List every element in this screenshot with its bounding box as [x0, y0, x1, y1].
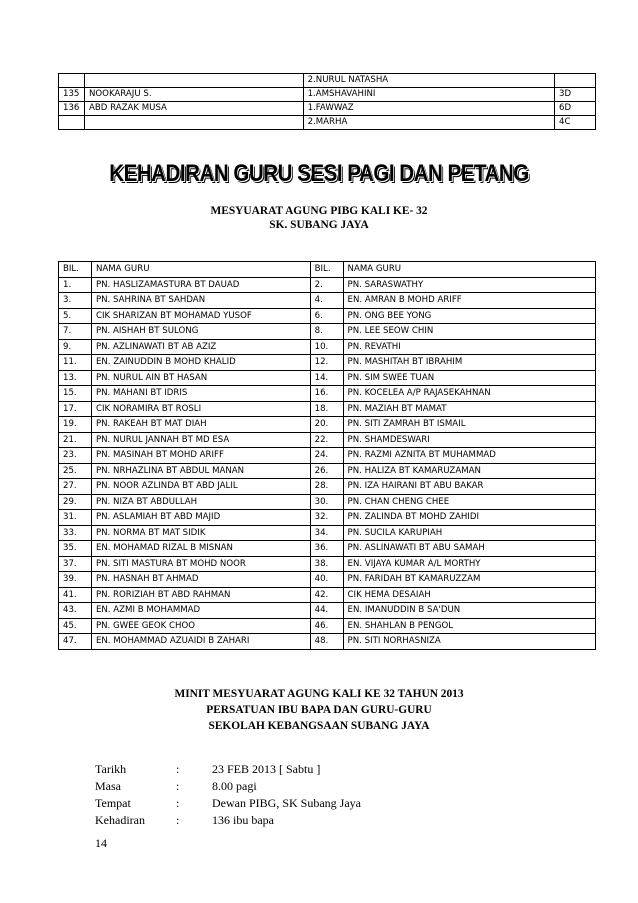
teacher-name: PN. FARIDAH BT KAMARUZZAM: [343, 572, 595, 588]
meeting-details: [95, 761, 361, 829]
class-name: [555, 74, 596, 88]
teacher-name: PN. MAHANI BT IDRIS: [91, 386, 310, 402]
teacher-number: 37.: [59, 556, 92, 572]
teacher-number: 42.: [310, 587, 343, 603]
teacher-name: PN. AZLINAWATI BT AB AZIZ: [91, 339, 310, 355]
teacher-name: PN. NURUL AIN BT HASAN: [91, 370, 310, 386]
teacher-number: 34.: [310, 525, 343, 541]
teacher-name: PN. CHAN CHENG CHEE: [343, 494, 595, 510]
teacher-number: 14.: [310, 370, 343, 386]
teacher-name: PN. SARASWATHY: [343, 277, 595, 293]
teacher-name: PN. NOOR AZLINDA BT ABD JALIL: [91, 479, 310, 495]
detail-value: 8.00 pagi: [212, 779, 257, 793]
parent-name: ABD RAZAK MUSA: [84, 102, 303, 116]
teacher-number: 7.: [59, 324, 92, 340]
meeting-title: MESYUARAT AGUNG PIBG KALI KE- 32: [210, 205, 428, 217]
row-number: [59, 74, 85, 88]
teacher-name: PN. IZA HAIRANI BT ABU BAKAR: [343, 479, 595, 495]
teacher-number: 48.: [310, 634, 343, 650]
teacher-number: 19.: [59, 417, 92, 433]
teacher-name: PN. MASHITAH BT IBRAHIM: [343, 355, 595, 371]
teacher-number: 20.: [310, 417, 343, 433]
teacher-name: PN. RORIZIAH BT ABD RAHMAN: [91, 587, 310, 603]
teacher-name: PN. GWEE GEOK CHOO: [91, 618, 310, 634]
detail-separator: :: [176, 779, 180, 793]
table-row: [59, 510, 596, 526]
teacher-name: PN. AISHAH BT SULONG: [91, 324, 310, 340]
teacher-number: 15.: [59, 386, 92, 402]
teacher-number: 16.: [310, 386, 343, 402]
table-row: [59, 116, 596, 130]
teacher-number: 25.: [59, 463, 92, 479]
teacher-name: PN. MAZIAH BT MAMAT: [343, 401, 595, 417]
teacher-name: PN. HALIZA BT KAMARUZAMAN: [343, 463, 595, 479]
teacher-number: 28.: [310, 479, 343, 495]
detail-value: 23 FEB 2013 [ Sabtu ]: [212, 762, 321, 776]
teacher-name: CIK HEMA DESAIAH: [343, 587, 595, 603]
teacher-number: 13.: [59, 370, 92, 386]
teacher-number: 40.: [310, 572, 343, 588]
table-row: [59, 618, 596, 634]
school-name: SK. SUBANG JAYA: [269, 219, 369, 231]
row-number: 135: [59, 88, 85, 102]
minutes-school: SEKOLAH KEBANGSAAN SUBANG JAYA: [208, 720, 430, 732]
table-row: [59, 556, 596, 572]
teacher-name: EN. MOHAMMAD AZUAIDI B ZAHARI: [91, 634, 310, 650]
table-row: [59, 448, 596, 464]
teacher-name: EN. AMRAN B MOHD ARIFF: [343, 293, 595, 309]
table-row: [59, 432, 596, 448]
table-row: [59, 587, 596, 603]
header-nama: NAMA GURU: [91, 262, 310, 278]
teacher-name: PN. NIZA BT ABDULLAH: [91, 494, 310, 510]
table-row: [59, 479, 596, 495]
child-name: 2.NURUL NATASHA: [303, 74, 554, 88]
teacher-number: 5.: [59, 308, 92, 324]
detail-separator: :: [176, 762, 180, 776]
row-number: 136: [59, 102, 85, 116]
teacher-name: PN. SITI NORHASNIZA: [343, 634, 595, 650]
teacher-number: 9.: [59, 339, 92, 355]
teacher-name: PN. ZALINDA BT MOHD ZAHIDI: [343, 510, 595, 526]
table-row: [59, 293, 596, 309]
teacher-number: 36.: [310, 541, 343, 557]
teacher-number: 33.: [59, 525, 92, 541]
teacher-name: PN. LEE SEOW CHIN: [343, 324, 595, 340]
teacher-number: 39.: [59, 572, 92, 588]
detail-separator: :: [176, 813, 180, 827]
table-row: [59, 88, 596, 102]
parents-table: [58, 73, 596, 130]
table-row: [59, 277, 596, 293]
table-row: [59, 494, 596, 510]
detail-label: Kehadiran: [95, 813, 145, 827]
teacher-number: 24.: [310, 448, 343, 464]
teacher-name: PN. ASLAMIAH BT ABD MAJID: [91, 510, 310, 526]
teacher-name: PN. SITI ZAMRAH BT ISMAIL: [343, 417, 595, 433]
teacher-number: 6.: [310, 308, 343, 324]
teacher-name: PN. RAKEAH BT MAT DIAH: [91, 417, 310, 433]
teacher-name: EN. AZMI B MOHAMMAD: [91, 603, 310, 619]
class-name: 6D: [555, 102, 596, 116]
table-row: [59, 603, 596, 619]
minutes-subtitle: PERSATUAN IBU BAPA DAN GURU-GURU: [206, 704, 432, 716]
detail-value: 136 ibu bapa: [212, 813, 274, 827]
table-row: [59, 370, 596, 386]
teacher-name: EN. SHAHLAN B PENGOL: [343, 618, 595, 634]
teacher-name: PN. SUCILA KARUPIAH: [343, 525, 595, 541]
teacher-name: PN. ONG BEE YONG: [343, 308, 595, 324]
table-row: [59, 74, 596, 88]
parent-name: NOOKARAJU S.: [84, 88, 303, 102]
teacher-number: 46.: [310, 618, 343, 634]
detail-row: [95, 812, 361, 829]
table-header-row: [59, 262, 596, 278]
header-nama: NAMA GURU: [343, 262, 595, 278]
table-row: [59, 401, 596, 417]
teacher-name: EN. MOHAMAD RIZAL B MISNAN: [91, 541, 310, 557]
minutes-title: MINIT MESYUARAT AGUNG KALI KE 32 TAHUN 2013: [174, 688, 464, 700]
teacher-number: 12.: [310, 355, 343, 371]
table-row: [59, 355, 596, 371]
teacher-name: PN. REVATHI: [343, 339, 595, 355]
table-row: [59, 634, 596, 650]
detail-label: Masa: [95, 779, 121, 793]
child-name: 1.AMSHAVAHINI: [303, 88, 554, 102]
teacher-name: PN. HASNAH BT AHMAD: [91, 572, 310, 588]
detail-row: [95, 778, 361, 795]
teacher-number: 10.: [310, 339, 343, 355]
teacher-number: 22.: [310, 432, 343, 448]
banner-text: KEHADIRAN GURU SESI PAGI DAN PETANG: [109, 160, 529, 187]
teacher-number: 11.: [59, 355, 92, 371]
teacher-number: 4.: [310, 293, 343, 309]
child-name: 2.MARHA: [303, 116, 554, 130]
parent-name: [84, 116, 303, 130]
teacher-name: CIK SHARIZAN BT MOHAMAD YUSOF: [91, 308, 310, 324]
teacher-number: 44.: [310, 603, 343, 619]
teacher-name: PN. NORMA BT MAT SIDIK: [91, 525, 310, 541]
teacher-name: PN. HASLIZAMASTURA BT DAUAD: [91, 277, 310, 293]
table-row: [59, 386, 596, 402]
teacher-number: 29.: [59, 494, 92, 510]
teacher-number: 3.: [59, 293, 92, 309]
teacher-number: 21.: [59, 432, 92, 448]
teacher-number: 47.: [59, 634, 92, 650]
teacher-name: PN. NRHAZLINA BT ABDUL MANAN: [91, 463, 310, 479]
teacher-number: 27.: [59, 479, 92, 495]
table-row: [59, 525, 596, 541]
table-row: [59, 572, 596, 588]
teacher-name: CIK NORAMIRA BT ROSLI: [91, 401, 310, 417]
table-row: [59, 417, 596, 433]
teacher-name: PN. SAHRINA BT SAHDAN: [91, 293, 310, 309]
class-name: 3D: [555, 88, 596, 102]
header-bil: BIL.: [310, 262, 343, 278]
table-row: [59, 102, 596, 116]
teacher-number: 41.: [59, 587, 92, 603]
teacher-name: EN. VIJAYA KUMAR A/L MORTHY: [343, 556, 595, 572]
detail-value: Dewan PIBG, SK Subang Jaya: [212, 796, 361, 810]
teacher-number: 31.: [59, 510, 92, 526]
row-number: [59, 116, 85, 130]
teacher-number: 35.: [59, 541, 92, 557]
teacher-number: 17.: [59, 401, 92, 417]
page-number: 14: [95, 836, 107, 850]
teacher-attendance-table: [58, 261, 596, 650]
teacher-name: EN. ZAINUDDIN B MOHD KHALID: [91, 355, 310, 371]
detail-separator: :: [176, 796, 180, 810]
teacher-name: PN. NURUL JANNAH BT MD ESA: [91, 432, 310, 448]
teacher-number: 32.: [310, 510, 343, 526]
teacher-number: 45.: [59, 618, 92, 634]
teacher-number: 38.: [310, 556, 343, 572]
parent-name: [84, 74, 303, 88]
table-row: [59, 324, 596, 340]
teacher-number: 1.: [59, 277, 92, 293]
teacher-name: PN. ASLINAWATI BT ABU SAMAH: [343, 541, 595, 557]
teacher-number: 26.: [310, 463, 343, 479]
teacher-name: PN. KOCELEA A/P RAJASEKAHNAN: [343, 386, 595, 402]
detail-label: Tempat: [95, 796, 131, 810]
teacher-number: 30.: [310, 494, 343, 510]
teacher-name: PN. RAZMI AZNITA BT MUHAMMAD: [343, 448, 595, 464]
teacher-number: 18.: [310, 401, 343, 417]
attendance-banner: [51, 160, 587, 188]
teacher-name: PN. SHAMDESWARI: [343, 432, 595, 448]
header-bil: BIL.: [59, 262, 92, 278]
teacher-number: 2.: [310, 277, 343, 293]
table-row: [59, 339, 596, 355]
teacher-name: PN. MASINAH BT MOHD ARIFF: [91, 448, 310, 464]
teacher-number: 43.: [59, 603, 92, 619]
table-row: [59, 308, 596, 324]
teacher-number: 8.: [310, 324, 343, 340]
teacher-name: PN. SIM SWEE TUAN: [343, 370, 595, 386]
class-name: 4C: [555, 116, 596, 130]
child-name: 1.FAWWAZ: [303, 102, 554, 116]
table-row: [59, 463, 596, 479]
detail-label: Tarikh: [95, 762, 127, 776]
detail-row: [95, 795, 361, 812]
teacher-name: EN. IMANUDDIN B SA'DUN: [343, 603, 595, 619]
teacher-name: PN. SITI MASTURA BT MOHD NOOR: [91, 556, 310, 572]
table-row: [59, 541, 596, 557]
detail-row: [95, 761, 361, 778]
teacher-number: 23.: [59, 448, 92, 464]
